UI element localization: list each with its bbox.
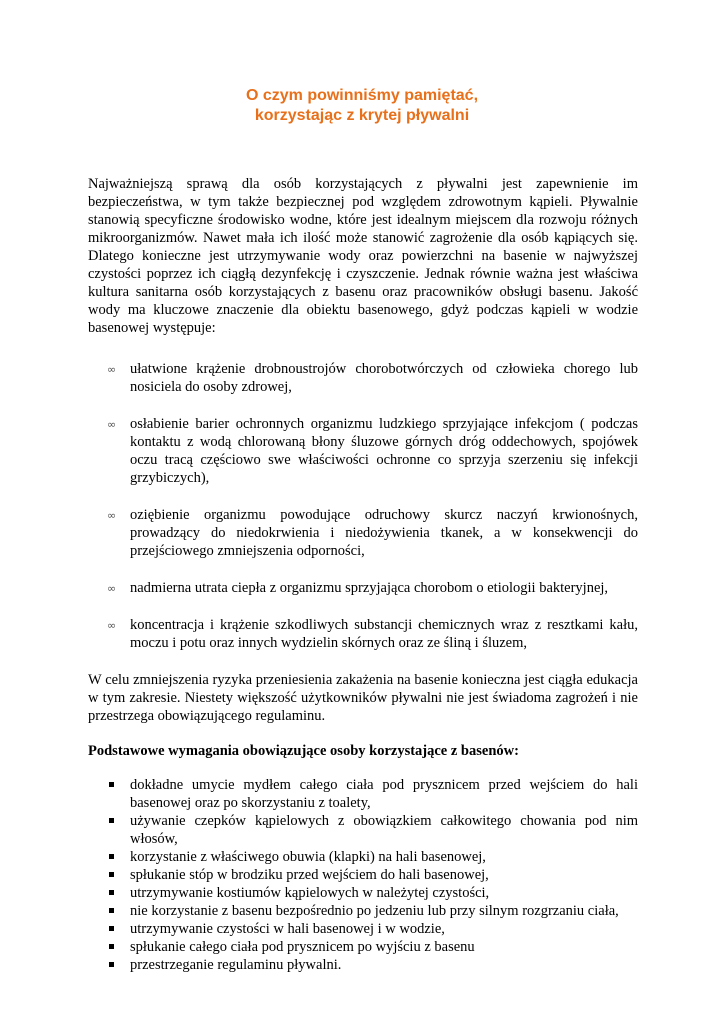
list-item-text: dokładne umycie mydłem całego ciała pod prysznicem przed wejściem do hali basenowej oraz po skorzystaniu z toalety,	[130, 777, 638, 811]
list-item	[88, 616, 638, 652]
list-item-text: utrzymywanie czystości w hali basenowej i w wodzie,	[130, 921, 445, 937]
square-bullet-icon	[109, 782, 114, 787]
list-item-text: przestrzeganie regulaminu pływalni.	[130, 957, 342, 973]
document-title	[0, 86, 724, 126]
list-item	[88, 776, 638, 812]
requirements-list	[88, 776, 638, 974]
list-item-text: używanie czepków kąpielowych z obowiązkiem całkowitego chowania pod nim włosów,	[130, 813, 638, 847]
list-item-text: osłabienie barier ochronnych organizmu ludzkiego sprzyjające infekcjom ( podczas kontaktu z wodą chlorowaną błony śluzowe górnych dróg oddechowych, spojówek oczu tracą częściowo swe właściwości ochronne co sprzyja szerzeniu się infekcji grzybiczych),	[130, 416, 638, 486]
list-item	[88, 902, 638, 920]
list-item-text: nie korzystanie z basenu bezpośrednio po jedzeniu lub przy silnym rozgrzaniu ciała,	[130, 903, 619, 919]
infinity-bullet-icon: ∞	[107, 582, 117, 595]
square-bullet-icon	[109, 908, 114, 913]
infection-risk-list	[88, 360, 638, 652]
square-bullet-icon	[109, 872, 114, 877]
square-bullet-icon	[109, 818, 114, 823]
square-bullet-icon	[109, 944, 114, 949]
infinity-bullet-icon: ∞	[107, 619, 117, 632]
title-line-1: O czym powinniśmy pamiętać,	[245, 87, 479, 104]
list-item	[88, 812, 638, 848]
list-item	[88, 848, 638, 866]
list-item	[88, 506, 638, 560]
list-item-text: spłukanie stóp w brodziku przed wejściem do hali basenowej,	[130, 867, 489, 883]
list-item-text: oziębienie organizmu powodujące odruchowy skurcz naczyń krwionośnych, prowadzący do niedokrwienia i niedożywienia tkanek, a w konsekwencji do przejściowego zmniejszenia odporności,	[130, 507, 638, 559]
square-bullet-icon	[109, 962, 114, 967]
list-item	[88, 884, 638, 902]
infinity-bullet-icon: ∞	[107, 363, 117, 376]
intro-paragraph: Najważniejszą sprawą dla osób korzystających z pływalni jest zapewnienie im bezpieczeństwa, w tym także bezpiecznej pod względem zdrowotnym kąpieli. Pływalnie stanowią specyficzne środowisko wodne, które jest idealnym miejscem dla rozwoju różnych mikroorganizmów. Nawet mała ich ilość może stanowić zagrożenie dla osób kąpiących się. Dlatego konieczne jest utrzymywanie wody oraz powierzchni na basenie w najwyższej czystości poprzez ich ciągłą dezynfekcję i czyszczenie. Jednak równie ważna jest właściwa kultura sanitarna osób korzystających z basenu oraz pracowników obsługi basenu. Jakość wody ma kluczowe znaczenie dla obiektu basenowego, gdyż podczas kąpieli w wodzie basenowej występuje:	[88, 176, 638, 336]
list-item	[88, 920, 638, 938]
list-item	[88, 866, 638, 884]
square-bullet-icon	[109, 926, 114, 931]
requirements-heading: Podstawowe wymagania obowiązujące osoby korzystające z basenów:	[88, 743, 519, 759]
infinity-bullet-icon: ∞	[107, 509, 117, 522]
list-item-text: korzystanie z właściwego obuwia (klapki) na hali basenowej,	[130, 849, 486, 865]
list-item	[88, 360, 638, 396]
list-item-text: spłukanie całego ciała pod prysznicem po wyjściu z basenu	[130, 939, 475, 955]
list-item-text: utrzymywanie kostiumów kąpielowych w należytej czystości,	[130, 885, 490, 901]
education-paragraph: W celu zmniejszenia ryzyka przeniesienia zakażenia na basenie konieczna jest ciągła edukacja w tym zakresie. Niestety większość użytkowników pływalni nie jest świadoma zagrożeń i nie przestrzega obowiązującego regulaminu.	[88, 672, 638, 724]
document-body	[88, 175, 638, 974]
list-item	[88, 415, 638, 487]
list-item-text: nadmierna utrata ciepła z organizmu sprzyjająca chorobom o etiologii bakteryjnej,	[130, 580, 609, 596]
square-bullet-icon	[109, 890, 114, 895]
list-item-text: koncentracja i krążenie szkodliwych substancji chemicznych wraz z resztkami kału, moczu i potu oraz innych wydzielin skórnych oraz ze śliną i śluzem,	[130, 617, 638, 651]
list-item	[88, 938, 638, 956]
list-item	[88, 579, 638, 597]
list-item	[88, 956, 638, 974]
square-bullet-icon	[109, 854, 114, 859]
infinity-bullet-icon: ∞	[107, 418, 117, 431]
title-line-2: korzystając z krytej pływalni	[254, 107, 470, 124]
list-item-text: ułatwione krążenie drobnoustrojów chorobotwórczych od człowieka chorego lub nosiciela do osoby zdrowej,	[130, 361, 638, 395]
